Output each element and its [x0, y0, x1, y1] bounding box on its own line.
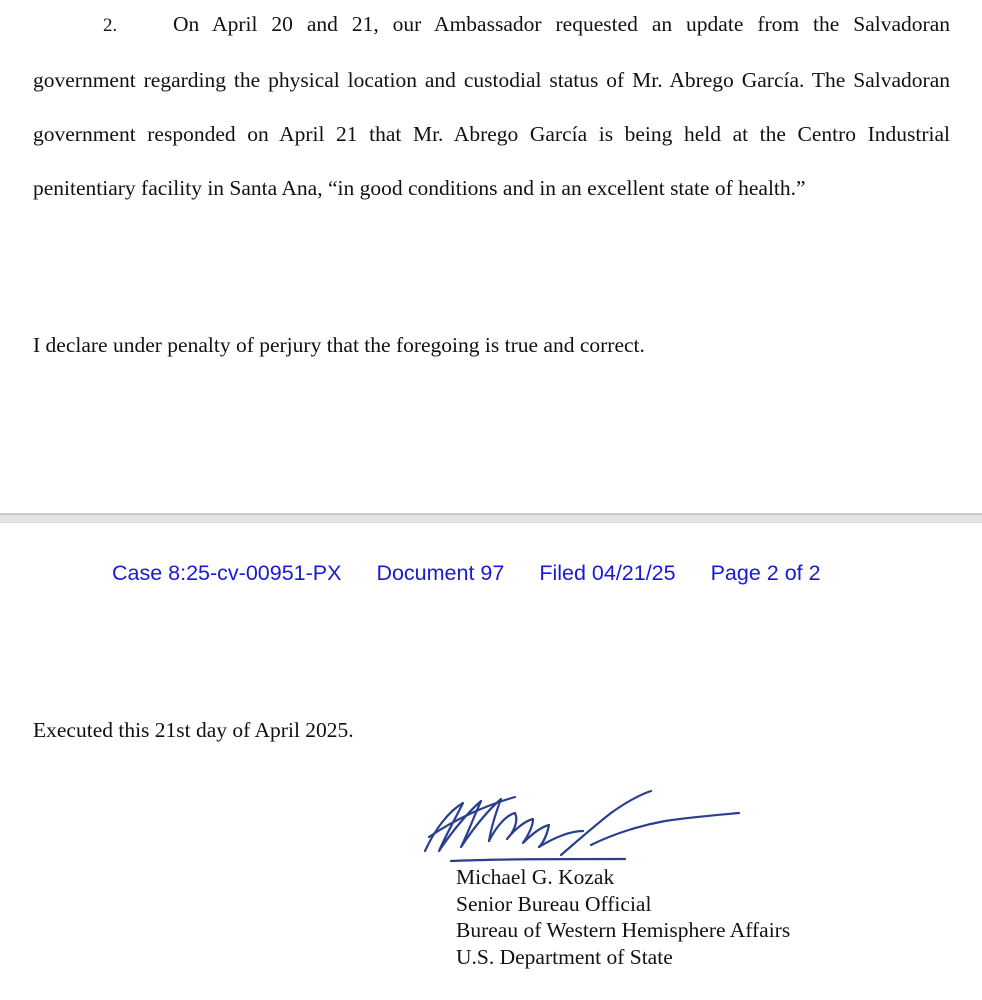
signatory-name: Michael G. Kozak	[456, 865, 615, 889]
paragraph-text: On April 20 and 21, our Ambassador requested an update from the Salvadoran government regarding the physical location and custodial status of Mr. Abrego García. The Salvadoran government responded on April 21 that Mr. Abrego García is being held at the Centro Industrial penitentiary facility in Santa Ana, “in good conditions and in an excellent state of health.”	[33, 12, 950, 200]
executed-date: Executed this 21st day of April 2025.	[33, 718, 354, 742]
case-number: Case 8:25-cv-00951-PX	[112, 561, 342, 585]
signature-block	[456, 864, 790, 970]
signatory-department: U.S. Department of State	[456, 944, 673, 969]
document-number: Document 97	[376, 561, 505, 585]
perjury-statement: I declare under penalty of perjury that the foregoing is true and correct.	[33, 333, 645, 357]
declaration-paragraph-2	[33, 0, 950, 215]
case-header	[112, 561, 821, 586]
paragraph-number: 2.	[103, 15, 118, 36]
page-number: Page 2 of 2	[710, 561, 821, 585]
signatory-bureau: Bureau of Western Hemisphere Affairs	[456, 918, 791, 942]
page-separator	[0, 513, 982, 523]
handwritten-signature	[415, 785, 750, 865]
signatory-title: Senior Bureau Official	[456, 891, 652, 916]
filed-date: Filed 04/21/25	[539, 561, 676, 585]
